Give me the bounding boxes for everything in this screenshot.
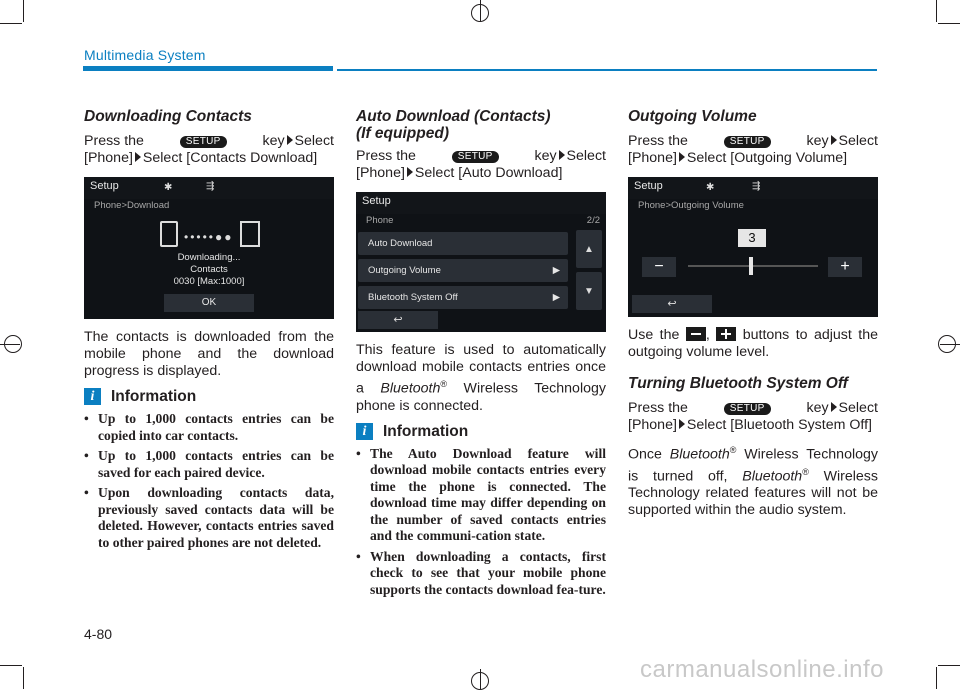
bluetooth-icon: ✱ [164, 182, 173, 193]
setup-key-icon: SETUP [724, 136, 771, 148]
menu-item-outgoing-volume[interactable] [358, 259, 568, 282]
bluetooth-off-description [628, 442, 878, 519]
page-number: 4-80 [84, 626, 113, 642]
instruction [356, 148, 606, 165]
description-text: Once [628, 446, 662, 463]
instruction-text: Select [838, 133, 878, 149]
menu-item-bluetooth-off[interactable] [358, 286, 568, 309]
heading-line: (If equipped) [356, 125, 449, 142]
screen-header [356, 192, 606, 214]
progress-dots: •••••●● [184, 230, 234, 244]
arrow-down-icon: ▼ [584, 286, 594, 297]
instruction-text: Press the [356, 148, 416, 164]
information-list [84, 411, 334, 551]
column-auto-download [356, 108, 606, 602]
page-indicator: 2/2 [586, 215, 600, 226]
crop-mark [23, 667, 24, 689]
arrow-up-icon: ▲ [584, 244, 594, 255]
screen-breadcrumb: Phone>Outgoing Volume [638, 200, 744, 211]
arrow-right-icon [287, 135, 293, 145]
description-text: Wireless Technology is turned off, [628, 446, 878, 485]
instruction-text: key [806, 133, 829, 149]
crop-mark [938, 23, 960, 24]
section-title: Multimedia System [84, 47, 206, 63]
header-rule [337, 69, 877, 71]
description-text: This feature is used to automatically download mobile contacts entries once a [356, 342, 606, 397]
bluetooth-icon: ✱ [706, 182, 715, 193]
crop-mark [938, 665, 960, 666]
arrow-right-icon [831, 135, 837, 145]
column-outgoing-volume [628, 108, 878, 527]
download-count: 0030 [Max:1000] [173, 276, 245, 287]
instruction-text: [Phone] [628, 417, 677, 433]
instruction [628, 133, 878, 150]
arrow-right-icon [679, 152, 685, 162]
ok-button[interactable]: OK [164, 294, 254, 312]
information-item: • Up to 1,000 contacts entries can be copied into car contacts. [84, 411, 334, 444]
instruction-text: Press the [628, 400, 688, 416]
instruction-text: key [534, 148, 557, 164]
instruction-text: Select [Bluetooth System Off] [686, 417, 872, 433]
screen-header [84, 177, 334, 199]
screen-breadcrumb [356, 214, 606, 228]
plus-icon: + [840, 258, 850, 275]
registered-mark: ® [802, 466, 809, 477]
instruction-text: Select [838, 400, 878, 416]
usb-icon: ⇶ [752, 181, 761, 192]
screen-breadcrumb-text: Phone [366, 215, 394, 226]
information-header [356, 423, 606, 440]
instruction [628, 150, 878, 167]
description [356, 342, 606, 415]
screen-breadcrumb: Phone>Download [94, 200, 170, 211]
scroll-down-button[interactable] [576, 272, 602, 310]
description-text: Wireless Technology related features will not be supported within the audio system. [628, 468, 878, 519]
back-icon: ↩ [393, 314, 403, 326]
instruction-text: [Phone] [628, 150, 677, 166]
instruction-text: , [705, 327, 710, 343]
crop-mark [23, 0, 24, 22]
bluetooth-mark: Bluetooth [380, 380, 441, 397]
volume-slider[interactable] [688, 265, 818, 267]
volume-minus-button[interactable] [642, 257, 676, 277]
registration-mark [4, 335, 22, 353]
screenshot-outgoing-volume [628, 177, 878, 317]
menu-list [356, 232, 572, 309]
instruction-text: Use the [628, 327, 680, 343]
screen-title: Setup [634, 180, 663, 192]
back-icon: ↩ [667, 298, 677, 310]
contacts-label: Contacts [190, 264, 228, 275]
crop-mark [936, 667, 937, 689]
information-item: • When downloading a contacts, first check to see that your mobile phone supports the contacts download fea-ture. [356, 549, 606, 599]
arrow-right-icon [559, 150, 565, 160]
setup-key-icon: SETUP [452, 151, 499, 163]
info-icon: i [84, 388, 101, 405]
registered-mark: ® [729, 445, 737, 455]
bluetooth-mark: Bluetooth [669, 446, 730, 463]
instruction [628, 400, 878, 417]
screen-title: Setup [90, 180, 119, 192]
registered-mark: ® [440, 379, 448, 389]
plus-key-icon [716, 327, 736, 341]
arrow-right-icon [679, 419, 685, 429]
instruction-text: [Phone] [356, 165, 405, 181]
crop-mark [0, 23, 22, 24]
volume-value: 3 [738, 229, 766, 247]
minus-key-icon [686, 327, 706, 341]
instruction-text: Select [Contacts Download] [142, 150, 318, 166]
setup-key-icon: SETUP [724, 403, 771, 415]
scroll-up-button[interactable] [576, 230, 602, 268]
setup-key-icon: SETUP [180, 136, 227, 148]
screen-header [628, 177, 878, 199]
minus-icon: − [654, 258, 664, 275]
chevron-right-icon: ▶ [552, 265, 560, 276]
instruction-text: Select [294, 133, 334, 149]
instruction-text: key [806, 400, 829, 416]
screenshot-phone-menu [356, 192, 606, 332]
menu-item-label: Bluetooth System Off [368, 292, 458, 303]
information-item: • Up to 1,000 contacts entries can be saved for each paired device. [84, 448, 334, 481]
registration-mark [471, 672, 489, 690]
instruction-text: [Phone] [84, 150, 133, 166]
instruction-text: key [262, 133, 285, 149]
information-item: • Upon downloading contacts data, previously saved contacts data will be deleted. However, contacts entries saved to other paired phones are not deleted. [84, 485, 334, 551]
menu-item-label: Auto Download [368, 238, 433, 249]
screen-title: Setup [362, 195, 391, 207]
back-button[interactable] [358, 311, 438, 329]
description-text: Wireless Technology phone is connected. [356, 380, 606, 414]
crop-mark [0, 665, 22, 666]
screenshot-download [84, 177, 334, 319]
instruction-text: Select [566, 148, 606, 164]
arrow-right-icon [135, 152, 141, 162]
information-header [84, 388, 334, 405]
heading-auto-download [356, 108, 606, 142]
phone-icon [160, 221, 178, 247]
arrow-right-icon [831, 402, 837, 412]
instruction [84, 150, 334, 167]
heading-downloading-contacts: Downloading Contacts [84, 108, 252, 125]
watermark: carmanualsonline.info [640, 656, 884, 683]
information-title: Information [383, 422, 469, 440]
information-title: Information [111, 388, 197, 405]
info-icon: i [356, 423, 373, 440]
description: The contacts is downloaded from the mobile phone and the download progress is displayed. [84, 329, 334, 379]
instruction [628, 417, 878, 434]
heading-bluetooth-off: Turning Bluetooth System Off [628, 375, 848, 392]
document-icon [240, 221, 260, 247]
chevron-right-icon: ▶ [552, 292, 560, 303]
header-rule [83, 66, 333, 71]
instruction-text: Press the [84, 133, 144, 149]
information-list [356, 446, 606, 599]
instruction-text: Select [Auto Download] [414, 165, 563, 181]
heading-outgoing-volume: Outgoing Volume [628, 108, 757, 125]
instruction-text: buttons to adjust the outgoing volume level. [628, 327, 878, 360]
instruction [84, 133, 334, 150]
back-button[interactable] [632, 295, 712, 313]
column-downloading-contacts [84, 108, 334, 555]
instruction [356, 165, 606, 182]
menu-item-label: Outgoing Volume [368, 265, 441, 276]
heading-line: Auto Download (Contacts) [356, 108, 551, 125]
volume-slider-handle[interactable] [749, 257, 753, 275]
instruction-text: Press the [628, 133, 688, 149]
registration-mark [471, 4, 489, 22]
arrow-right-icon [407, 167, 413, 177]
information-item: • The Auto Download feature will download mobile contacts entries every time the phone is connected. The download time may differ depending on the number of saved contacts entries and the communi-cation state. [356, 446, 606, 545]
instruction-text: Select [Outgoing Volume] [686, 150, 848, 166]
usb-icon: ⇶ [206, 181, 215, 192]
menu-item-auto-download[interactable] [358, 232, 568, 255]
registration-mark [938, 335, 956, 353]
bluetooth-mark: Bluetooth [742, 468, 803, 485]
volume-plus-button[interactable] [828, 257, 862, 277]
volume-instructions [628, 327, 878, 361]
downloading-label: Downloading... [177, 252, 241, 263]
crop-mark [936, 0, 937, 22]
